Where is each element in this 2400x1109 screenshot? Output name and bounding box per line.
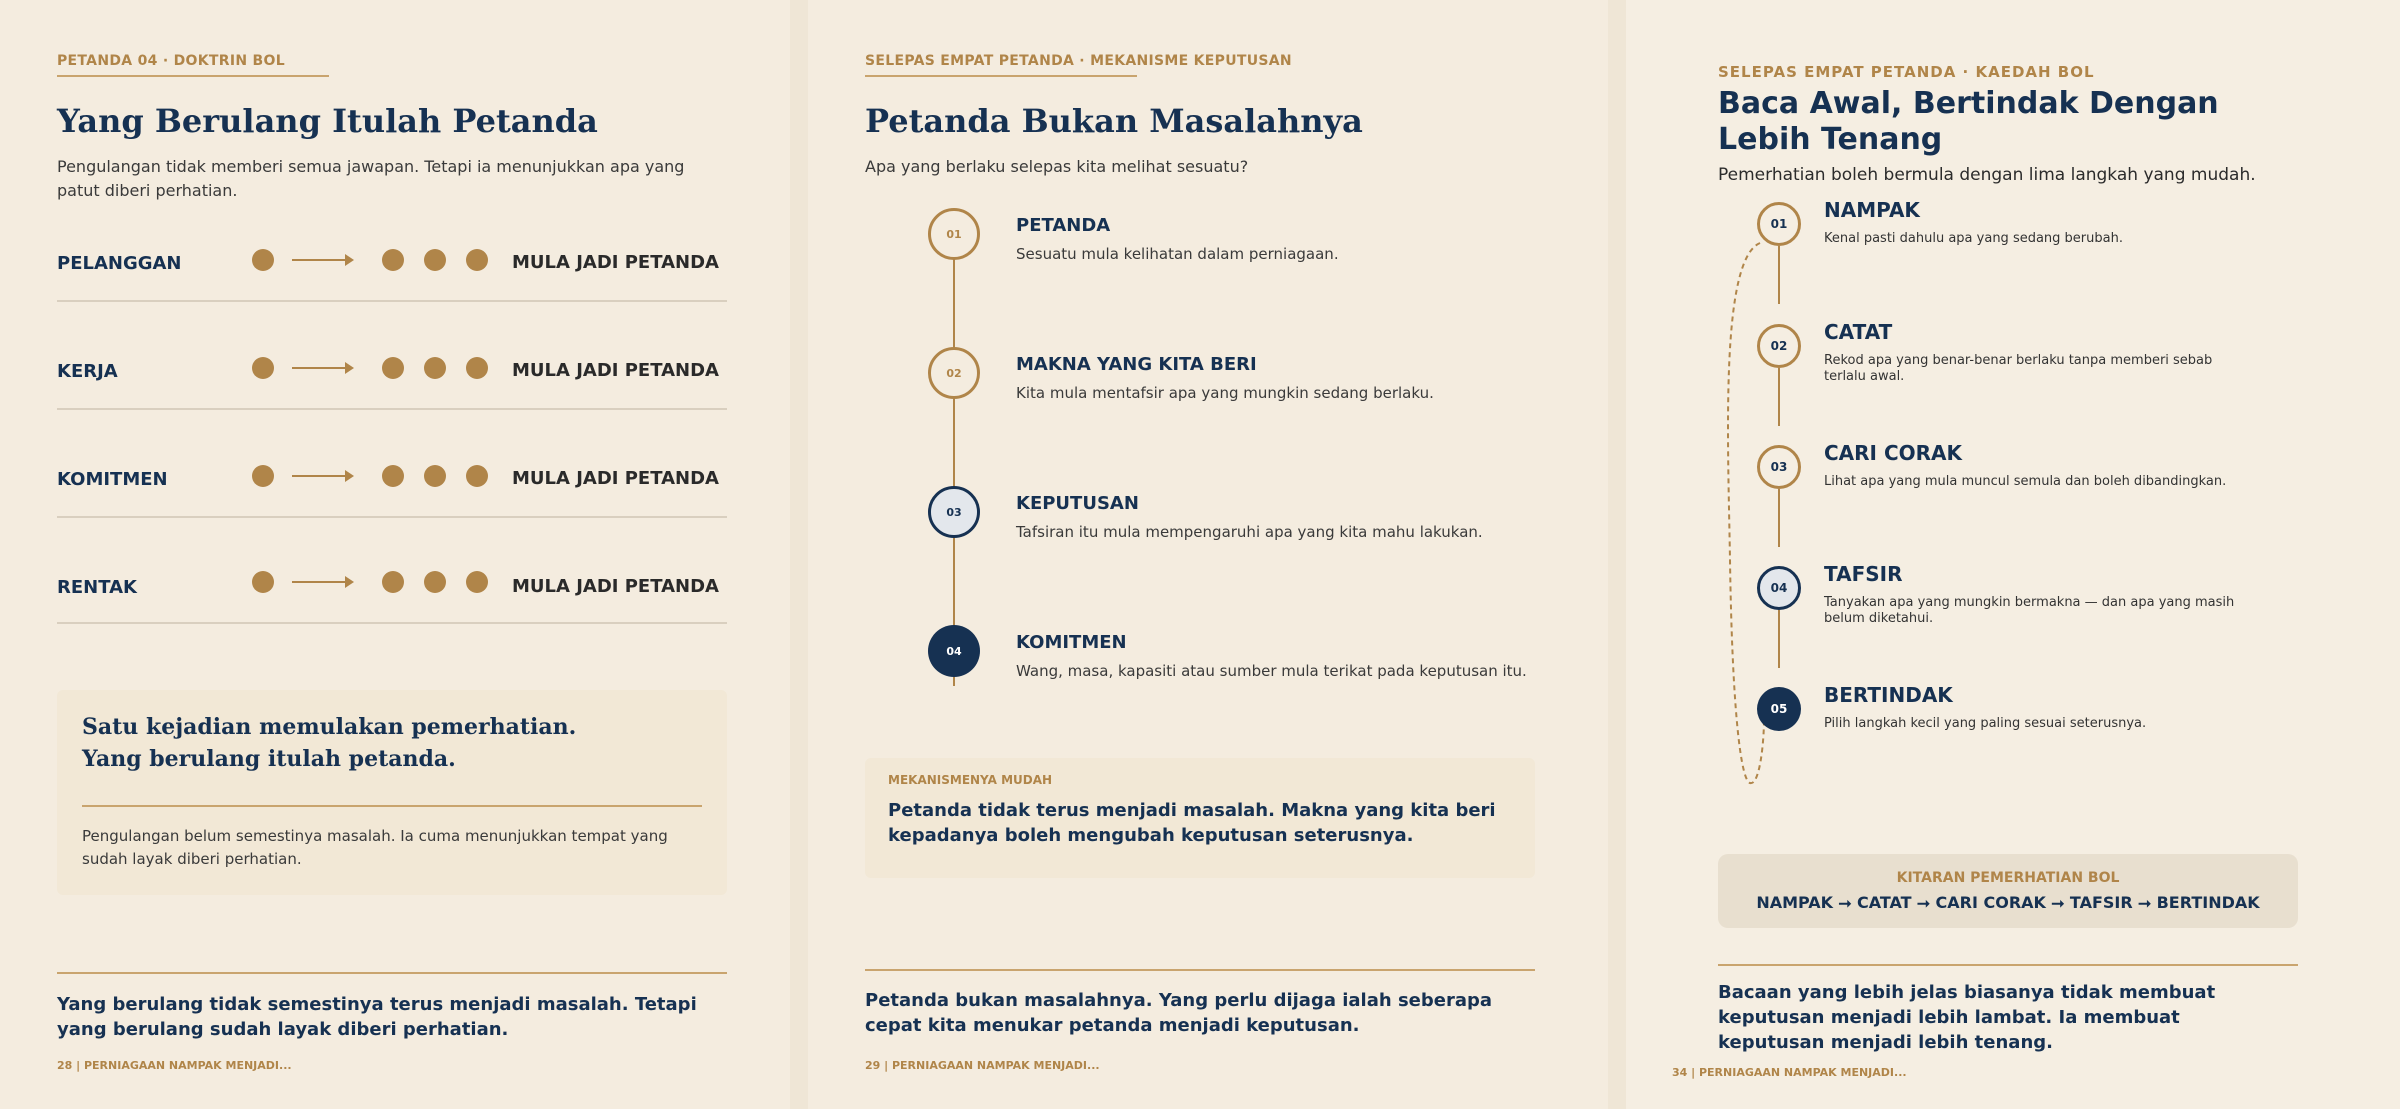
dot-icon: [382, 249, 404, 271]
steps-connector: [1778, 610, 1780, 668]
page1-folio: 28 | PERNIAGAAN NAMPAK MENJADI...: [57, 1059, 292, 1072]
dot-icon: [466, 249, 488, 271]
timeline-node-02: 02: [928, 347, 980, 399]
page2-footer-rule: [865, 969, 1535, 971]
dot-icon: [382, 571, 404, 593]
step-heading: TAFSIR: [1824, 562, 1903, 586]
dot-icon: [466, 571, 488, 593]
gutter-left: [790, 0, 808, 1109]
steps-connector: [1778, 246, 1780, 304]
quote-subtext: Pengulangan belum semestinya masalah. Ia cuma menunjukkan tempat yang sudah layak diberi perhatian.: [82, 827, 668, 868]
quote-line-1: Satu kejadian memulakan pemerhatian.: [82, 714, 577, 740]
timeline-heading: PETANDA: [1016, 215, 1111, 236]
step-node-05: 05: [1757, 687, 1801, 731]
page1-footer-text: Yang berulang tidak semestinya terus menjadi masalah. Tetapi yang berulang sudah layak diberi perhatian.: [57, 994, 697, 1040]
mechanism-text: Petanda tidak terus menjadi masalah. Makna yang kita beri kepadanya boleh mengubah keputusan seterusnya.: [888, 800, 1496, 846]
step-description: Lihat apa yang mula muncul semula dan boleh dibandingkan.: [1824, 474, 2227, 489]
page2-kicker: SELEPAS EMPAT PETANDA · MEKANISME KEPUTUSAN: [865, 53, 1292, 69]
page3-title: Baca Awal, Bertindak Dengan Lebih Tenang: [1718, 86, 2219, 157]
dot-icon: [382, 465, 404, 487]
page2-kicker-rule: [865, 75, 1137, 77]
page1-lead: Pengulangan tidak memberi semua jawapan. Tetapi ia menunjukkan apa yang patut diberi perhatian.: [57, 157, 685, 200]
page3-footer-text: Bacaan yang lebih jelas biasanya tidak membuat keputusan menjadi lebih lambat. Ia membuat keputusan menjadi lebih tenang.: [1718, 982, 2216, 1053]
cycle-kicker: KITARAN PEMERHATIAN BOL: [1896, 870, 2120, 886]
step-description: Pilih langkah kecil yang paling sesuai seterusnya.: [1824, 716, 2147, 731]
timeline-heading: KEPUTUSAN: [1016, 493, 1139, 514]
dot-icon: [424, 357, 446, 379]
quote-line-2: Yang berulang itulah petanda.: [82, 746, 456, 772]
row-result: MULA JADI PETANDA: [512, 468, 719, 489]
page1-kicker: PETANDA 04 · DOKTRIN BOL: [57, 53, 285, 69]
row-divider: [57, 516, 727, 518]
timeline-heading: MAKNA YANG KITA BERI: [1016, 354, 1257, 375]
gutter-right: [1608, 0, 1626, 1109]
dot-icon: [382, 357, 404, 379]
quote-divider: [82, 805, 702, 807]
page1-footer-rule: [57, 972, 727, 974]
timeline-line: [953, 236, 955, 686]
step-heading: BERTINDAK: [1824, 683, 1953, 707]
timeline-node-04: 04: [928, 625, 980, 677]
page1-title: Yang Berulang Itulah Petanda: [57, 102, 598, 140]
page2-title: Petanda Bukan Masalahnya: [865, 102, 1363, 140]
cycle-panel: [1718, 854, 2298, 928]
dot-icon: [466, 465, 488, 487]
page3-lead: Pemerhatian boleh bermula dengan lima langkah yang mudah.: [1718, 165, 2256, 185]
timeline-heading: KOMITMEN: [1016, 632, 1127, 653]
page2-folio: 29 | PERNIAGAAN NAMPAK MENJADI...: [865, 1059, 1100, 1072]
step-node-03: 03: [1757, 445, 1801, 489]
cycle-sequence: NAMPAK ⭢ CATAT ⭢ CARI CORAK ⭢ TAFSIR ⭢ BERTINDAK: [1756, 893, 2260, 912]
single-dot-icon: [252, 357, 274, 379]
row-label: PELANGGAN: [57, 253, 182, 274]
step-description: Tanyakan apa yang mungkin bermakna — dan apa yang masih belum diketahui.: [1824, 595, 2235, 626]
timeline-description: Kita mula mentafsir apa yang mungkin sedang berlaku.: [1016, 384, 1434, 402]
dot-icon: [424, 571, 446, 593]
arrow-right-icon: [292, 581, 348, 583]
timeline-description: Sesuatu mula kelihatan dalam perniagaan.: [1016, 245, 1339, 263]
page2-lead: Apa yang berlaku selepas kita melihat sesuatu?: [865, 157, 1249, 176]
timeline-description: Tafsiran itu mula mempengaruhi apa yang kita mahu lakukan.: [1016, 523, 1483, 541]
row-divider: [57, 408, 727, 410]
row-divider: [57, 622, 727, 624]
step-heading: CARI CORAK: [1824, 441, 1963, 465]
step-node-01: 01: [1757, 202, 1801, 246]
step-node-04: 04: [1757, 566, 1801, 610]
page3-footer-rule: [1718, 964, 2298, 966]
row-divider: [57, 300, 727, 302]
timeline-node-01: 01: [928, 208, 980, 260]
single-dot-icon: [252, 571, 274, 593]
mechanism-kicker: MEKANISMENYA MUDAH: [888, 773, 1053, 787]
row-label: KERJA: [57, 361, 118, 382]
arrow-right-icon: [292, 475, 348, 477]
dot-icon: [424, 465, 446, 487]
timeline-node-03: 03: [928, 486, 980, 538]
step-description: Kenal pasti dahulu apa yang sedang berubah.: [1824, 231, 2123, 246]
row-label: KOMITMEN: [57, 469, 168, 490]
arrow-right-icon: [292, 259, 348, 261]
page3-folio: 34 | PERNIAGAAN NAMPAK MENJADI...: [1672, 1066, 1907, 1079]
step-heading: NAMPAK: [1824, 198, 1920, 222]
dot-icon: [424, 249, 446, 271]
steps-connector: [1778, 489, 1780, 547]
single-dot-icon: [252, 249, 274, 271]
row-result: MULA JADI PETANDA: [512, 252, 719, 273]
page1-kicker-rule: [57, 75, 329, 77]
step-node-02: 02: [1757, 324, 1801, 368]
single-dot-icon: [252, 465, 274, 487]
row-result: MULA JADI PETANDA: [512, 576, 719, 597]
steps-connector: [1778, 368, 1780, 426]
dot-icon: [466, 357, 488, 379]
step-heading: CATAT: [1824, 320, 1893, 344]
page3-kicker: SELEPAS EMPAT PETANDA · KAEDAH BOL: [1718, 63, 2095, 81]
step-description: Rekod apa yang benar-benar berlaku tanpa memberi sebab terlalu awal.: [1824, 353, 2213, 384]
row-result: MULA JADI PETANDA: [512, 360, 719, 381]
row-label: RENTAK: [57, 577, 137, 598]
page2-footer-text: Petanda bukan masalahnya. Yang perlu dijaga ialah seberapa cepat kita menukar petanda menjadi keputusan.: [865, 990, 1493, 1036]
timeline-description: Wang, masa, kapasiti atau sumber mula terikat pada keputusan itu.: [1016, 662, 1527, 680]
arrow-right-icon: [292, 367, 348, 369]
